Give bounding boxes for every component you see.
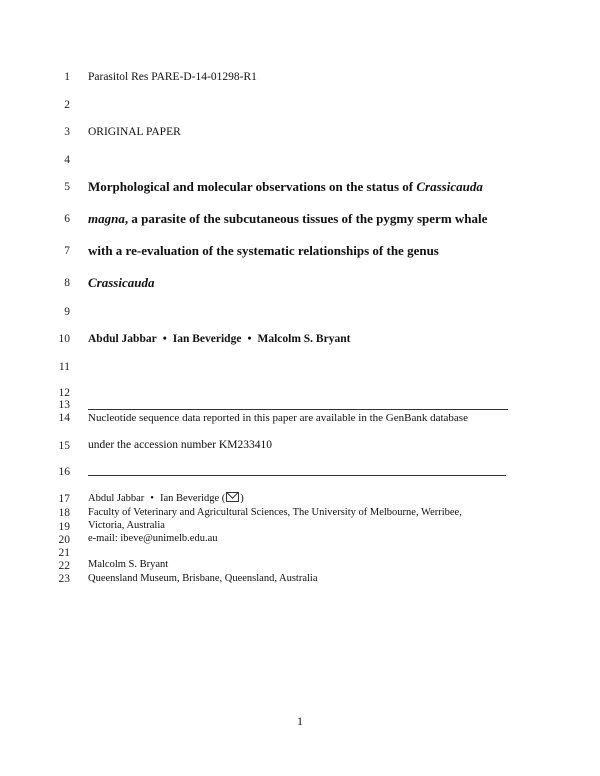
second-institution: Queensland Museum, Brisbane, Queensland, Australia (88, 573, 318, 584)
author-name: Abdul Jabbar (88, 493, 145, 504)
line-number: 15 (58, 440, 70, 452)
line-number: 22 (58, 560, 70, 572)
line-number: 5 (64, 181, 70, 193)
line-number: 19 (58, 521, 70, 533)
author-separator: • (162, 333, 167, 345)
line-number: 23 (58, 573, 70, 585)
line-number: 10 (58, 333, 70, 345)
line-number: 17 (58, 493, 70, 505)
line-number: 18 (58, 507, 70, 519)
author-separator: • (247, 333, 252, 345)
journal-reference: Parasitol Res PARE-D-14-01298-R1 (88, 71, 257, 83)
line-number: 12 (58, 387, 70, 399)
line-number: 11 (58, 361, 70, 373)
second-author-name: Malcolm S. Bryant (88, 559, 169, 570)
title-line-4 (88, 275, 154, 291)
title-text: , a parasite of the subcutaneous tissues of the pygmy sperm whale (124, 211, 488, 226)
institution-line-1: Faculty of Veterinary and Agricultural Sciences, The University of Melbourne, Werribee, (88, 507, 462, 518)
line-number: 14 (58, 412, 70, 424)
line-number: 21 (58, 547, 70, 559)
line-number: 4 (64, 154, 70, 166)
author-list (88, 332, 350, 346)
line-number: 2 (64, 99, 70, 111)
page-number: 1 (297, 714, 303, 728)
author-name: Ian Beveridge (172, 333, 242, 345)
footnote-rule-bottom (88, 475, 506, 476)
paren-open: ( (221, 493, 226, 504)
line-number: 20 (58, 534, 70, 546)
line-number: 6 (64, 213, 70, 225)
title-line-2 (88, 211, 487, 227)
title-text: Morphological and molecular observations on the status of (88, 179, 417, 194)
footnote-line-2: under the accession number KM233410 (88, 439, 272, 451)
line-number: 7 (64, 245, 70, 257)
genus-name: Crassicauda (88, 275, 155, 290)
line-number: 16 (58, 466, 70, 478)
footnote-line-1: Nucleotide sequence data reported in this paper are available in the GenBank database (88, 412, 468, 424)
line-number: 13 (58, 399, 70, 411)
author-name: Ian Beveridge (159, 493, 220, 504)
paren-close: ) (240, 493, 244, 504)
line-number: 1 (64, 71, 70, 83)
title-line-1 (88, 179, 483, 195)
title-line-3: with a re-evaluation of the systematic relationships of the genus (88, 243, 439, 258)
author-separator: • (150, 493, 154, 504)
email-line[interactable]: e-mail: ibeve@unimelb.edu.au (88, 533, 218, 544)
author-name: Abdul Jabbar (88, 333, 157, 345)
article-type: ORIGINAL PAPER (88, 126, 181, 138)
author-name: Malcolm S. Bryant (257, 333, 351, 345)
envelope-icon (226, 492, 239, 502)
institution-line-2: Victoria, Australia (88, 520, 165, 531)
line-number: 9 (64, 306, 70, 318)
line-number: 3 (64, 126, 70, 138)
footnote-rule-top (88, 409, 508, 410)
genus-name: Crassicauda (416, 179, 483, 194)
affiliation-authors (88, 492, 244, 506)
species-name: magna (88, 211, 125, 226)
line-number: 8 (64, 277, 70, 289)
